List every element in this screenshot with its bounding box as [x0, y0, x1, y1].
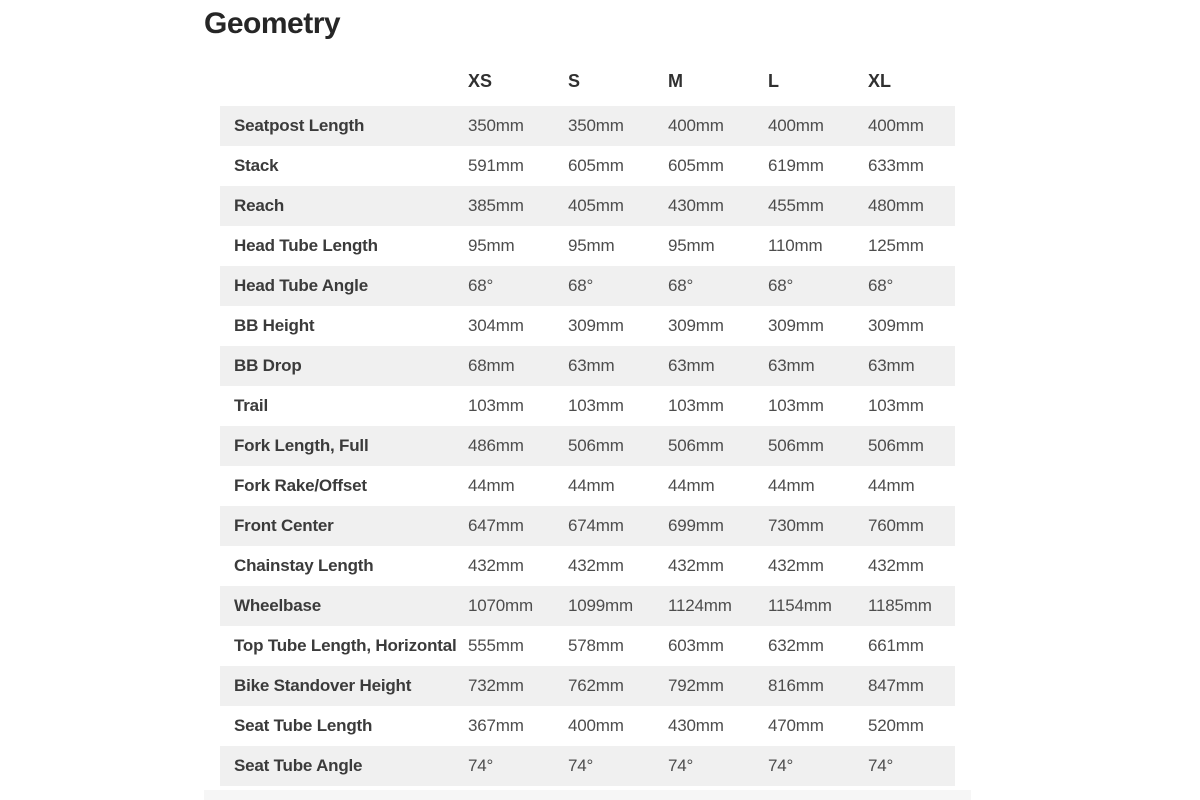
- row-value: 632mm: [768, 636, 824, 655]
- row-value: 400mm: [868, 116, 924, 135]
- row-label: Seatpost Length: [234, 116, 365, 135]
- row-label: Head Tube Angle: [234, 276, 368, 295]
- row-value: 455mm: [768, 196, 824, 215]
- row-value: 95mm: [468, 236, 515, 255]
- next-section-partial: [204, 790, 971, 800]
- row-value: 385mm: [468, 196, 524, 215]
- row-value: 68°: [868, 276, 894, 295]
- row-value: 432mm: [568, 556, 624, 575]
- row-label: Fork Length, Full: [234, 436, 369, 455]
- row-value: 74°: [668, 756, 694, 775]
- row-value: 95mm: [568, 236, 615, 255]
- row-value: 674mm: [568, 516, 624, 535]
- table-row: [220, 146, 955, 186]
- row-value: 1070mm: [468, 596, 533, 615]
- row-value: 430mm: [668, 196, 724, 215]
- row-label: Reach: [234, 196, 285, 215]
- row-value: 591mm: [468, 156, 524, 175]
- row-value: 400mm: [768, 116, 824, 135]
- row-value: 309mm: [868, 316, 924, 335]
- size-header-row: [220, 61, 955, 101]
- row-label: Fork Rake/Offset: [234, 476, 367, 495]
- row-value: 432mm: [668, 556, 724, 575]
- column-header-xl: XL: [868, 70, 892, 91]
- row-value: 63mm: [668, 356, 715, 375]
- column-header-xs: XS: [468, 70, 493, 91]
- row-value: 304mm: [468, 316, 524, 335]
- row-label: Seat Tube Angle: [234, 756, 363, 775]
- row-value: 367mm: [468, 716, 524, 735]
- row-value: 1185mm: [868, 596, 932, 615]
- row-value: 470mm: [768, 716, 824, 735]
- row-value: 63mm: [768, 356, 815, 375]
- row-value: 309mm: [768, 316, 824, 335]
- row-value: 68°: [468, 276, 494, 295]
- row-value: 506mm: [568, 436, 624, 455]
- row-value: 760mm: [868, 516, 924, 535]
- row-value: 309mm: [668, 316, 724, 335]
- table-row: [220, 266, 955, 306]
- section-title: Geometry: [204, 7, 341, 40]
- table-row: [220, 186, 955, 226]
- row-value: 732mm: [468, 676, 524, 695]
- row-label: BB Drop: [234, 356, 302, 375]
- row-value: 605mm: [568, 156, 624, 175]
- row-value: 1124mm: [668, 596, 732, 615]
- row-value: 103mm: [668, 396, 724, 415]
- row-value: 847mm: [868, 676, 924, 695]
- row-value: 555mm: [468, 636, 524, 655]
- row-value: 44mm: [668, 476, 715, 495]
- row-value: 792mm: [668, 676, 724, 695]
- row-label: Stack: [234, 156, 279, 175]
- geometry-table: [204, 61, 971, 786]
- table-row: [220, 626, 955, 666]
- row-value: 405mm: [568, 196, 624, 215]
- row-value: 63mm: [568, 356, 615, 375]
- table-row: [220, 706, 955, 746]
- row-value: 44mm: [768, 476, 815, 495]
- row-value: 506mm: [668, 436, 724, 455]
- row-value: 506mm: [768, 436, 824, 455]
- row-value: 661mm: [868, 636, 924, 655]
- row-value: 74°: [768, 756, 794, 775]
- row-value: 480mm: [868, 196, 924, 215]
- row-value: 103mm: [568, 396, 624, 415]
- row-value: 520mm: [868, 716, 924, 735]
- table-row: [220, 466, 955, 506]
- table-row: [220, 666, 955, 706]
- row-label: Chainstay Length: [234, 556, 374, 575]
- row-value: 1154mm: [768, 596, 832, 615]
- row-value: 68mm: [468, 356, 515, 375]
- row-value: 605mm: [668, 156, 724, 175]
- row-label: Bike Standover Height: [234, 676, 412, 695]
- row-value: 486mm: [468, 436, 524, 455]
- row-label: Head Tube Length: [234, 236, 378, 255]
- row-value: 103mm: [468, 396, 524, 415]
- table-row: [220, 306, 955, 346]
- row-value: 430mm: [668, 716, 724, 735]
- row-value: 350mm: [568, 116, 624, 135]
- column-header-l: L: [768, 70, 779, 91]
- table-row: [220, 746, 955, 786]
- table-row: [220, 106, 955, 146]
- row-value: 603mm: [668, 636, 724, 655]
- row-value: 578mm: [568, 636, 624, 655]
- table-row: [220, 386, 955, 426]
- row-value: 44mm: [568, 476, 615, 495]
- row-value: 432mm: [468, 556, 524, 575]
- table-row: [220, 546, 955, 586]
- row-value: 74°: [468, 756, 494, 775]
- row-value: 68°: [768, 276, 794, 295]
- table-body: [220, 106, 955, 786]
- row-value: 125mm: [868, 236, 924, 255]
- row-value: 74°: [568, 756, 594, 775]
- row-value: 730mm: [768, 516, 824, 535]
- table-row: [220, 506, 955, 546]
- row-value: 110mm: [768, 236, 823, 255]
- row-value: 44mm: [468, 476, 515, 495]
- row-value: 816mm: [768, 676, 824, 695]
- row-value: 68°: [568, 276, 594, 295]
- row-value: 432mm: [868, 556, 924, 575]
- row-value: 68°: [668, 276, 694, 295]
- row-value: 350mm: [468, 116, 524, 135]
- row-value: 1099mm: [568, 596, 633, 615]
- table-row: [220, 586, 955, 626]
- row-value: 44mm: [868, 476, 915, 495]
- table-row: [220, 226, 955, 266]
- row-value: 309mm: [568, 316, 624, 335]
- row-value: 63mm: [868, 356, 915, 375]
- row-value: 619mm: [768, 156, 824, 175]
- row-label: BB Height: [234, 316, 315, 335]
- row-value: 400mm: [668, 116, 724, 135]
- row-value: 762mm: [568, 676, 624, 695]
- row-value: 95mm: [668, 236, 715, 255]
- geometry-section: [204, 0, 971, 786]
- column-header-m: M: [668, 70, 683, 91]
- row-value: 103mm: [768, 396, 824, 415]
- row-value: 74°: [868, 756, 894, 775]
- table-row: [220, 426, 955, 466]
- row-value: 699mm: [668, 516, 724, 535]
- column-header-s: S: [568, 70, 581, 91]
- row-value: 103mm: [868, 396, 924, 415]
- row-value: 506mm: [868, 436, 924, 455]
- row-value: 432mm: [768, 556, 824, 575]
- row-label: Trail: [234, 396, 268, 415]
- row-value: 633mm: [868, 156, 924, 175]
- row-label: Top Tube Length, Horizontal: [234, 636, 457, 655]
- row-label: Seat Tube Length: [234, 716, 373, 735]
- row-value: 400mm: [568, 716, 624, 735]
- row-label: Front Center: [234, 516, 334, 535]
- row-label: Wheelbase: [234, 596, 322, 615]
- row-value: 647mm: [468, 516, 524, 535]
- table-row: [220, 346, 955, 386]
